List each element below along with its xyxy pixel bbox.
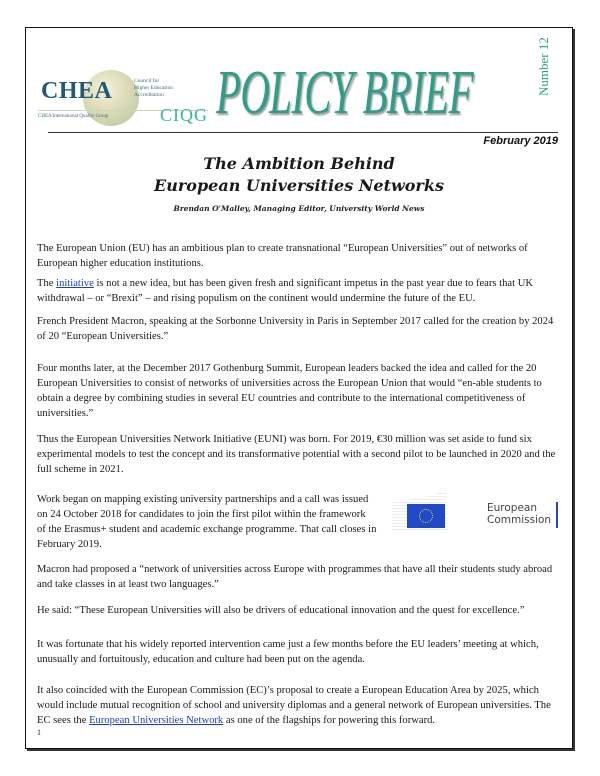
paragraph: [37, 276, 562, 306]
eu-flag-icon: [407, 504, 445, 528]
paragraph: Macron had proposed a “network of universities across Europe with programmes that have all their students study abroad and take classes in at least two languages.”: [37, 564, 553, 590]
org-acronym: CHEA: [41, 78, 113, 104]
org-fullname: [134, 78, 179, 99]
publication-title: POLICY BRIEF: [216, 59, 473, 127]
issue-date: February 2019: [483, 135, 558, 147]
org-fullname-line: Council for: [134, 78, 160, 84]
title-line-1: The Ambition Behind: [203, 154, 395, 173]
paragraph: He said: “These European Universities will also be drivers of educational innovation and the quest for excellence.”: [37, 605, 525, 616]
header-divider: [48, 132, 558, 133]
chea-logo: [38, 70, 228, 126]
paragraph: French President Macron, speaking at the Sorbonne University in Paris in September 2017 called for the creation by 2024 of 20 “European Universities.”: [37, 316, 554, 342]
ec-wordmark-line: European: [487, 502, 538, 514]
title-line-2: European Universities Networks: [154, 176, 444, 195]
paragraph: It was fortunate that his widely reported intervention came just a few months before the EU leaders’ meeting at which, unusually and fortuitously, education and culture had been put on the agenda.: [37, 639, 539, 665]
sub-org-acronym: CIQG: [160, 105, 208, 125]
paragraph: Four months later, at the December 2017 Gothenburg Summit, European leaders backed the idea and called for the 20 European Universities to consist of networks of universities across the European Union that would “en-able students to obtain a degree by combining studies in several EU countries and contribute to the international competitiveness of universities.”: [37, 363, 542, 419]
initiative-link[interactable]: initiative: [56, 278, 94, 289]
eu-stars-icon: [419, 509, 433, 523]
byline: Brendan O'Malley, Managing Editor, University World News: [173, 204, 425, 213]
page-frame: [25, 27, 573, 749]
paragraph: The European Union (EU) has an ambitious plan to create transnational “European Universities” out of networks of European higher education institutions.: [37, 243, 528, 269]
org-fullname-line: Accreditation: [134, 92, 164, 98]
ec-wordmark-line: Commission: [487, 514, 552, 526]
article-title: [26, 153, 572, 197]
text-span: It also coincided with the European Commission (EC)’s proposal to create a European Education Area by 2025, which would include mutual recognition of school and university diplomas and a general network of European universities. The EC sees the: [37, 685, 551, 726]
page-number: 1: [37, 728, 41, 737]
european-commission-logo: [392, 490, 562, 532]
issue-number: Number 12: [536, 37, 551, 96]
paragraph: Thus the European Universities Network Initiative (EUNI) was born. For 2019, €30 million was set aside to fund six experimental models to test the concept and its transformative potential with a second pilot to be launched in 2020 and the full scheme in 2021.: [37, 434, 556, 475]
ec-wordmark: [487, 502, 551, 526]
article-header: [26, 153, 572, 213]
european-universities-network-link[interactable]: European Universities Network: [89, 715, 224, 726]
text-span: is not a new idea, but has been given fresh and significant impetus in the past year due to fears that UK withdrawal – or “Brexit” – and rising populism on the continent would undermine the future of the EU.: [37, 278, 534, 304]
sub-org-tagline: CHEA International Quality Group: [38, 114, 109, 119]
text-span: as one of the flagships for powering this forward.: [223, 715, 436, 726]
org-fullname-line: Higher Education: [134, 85, 173, 91]
ec-accent-bar: [556, 502, 558, 528]
text-span: The: [37, 278, 57, 289]
paragraph: [37, 683, 562, 728]
masthead: [38, 37, 558, 128]
paragraph: Work began on mapping existing university partnerships and a call was issued on 24 October 2018 for candidates to join the first pilot within the framework of the Erasmus+ student and academic exchange programme. That call closes in February 2019.: [37, 494, 377, 550]
